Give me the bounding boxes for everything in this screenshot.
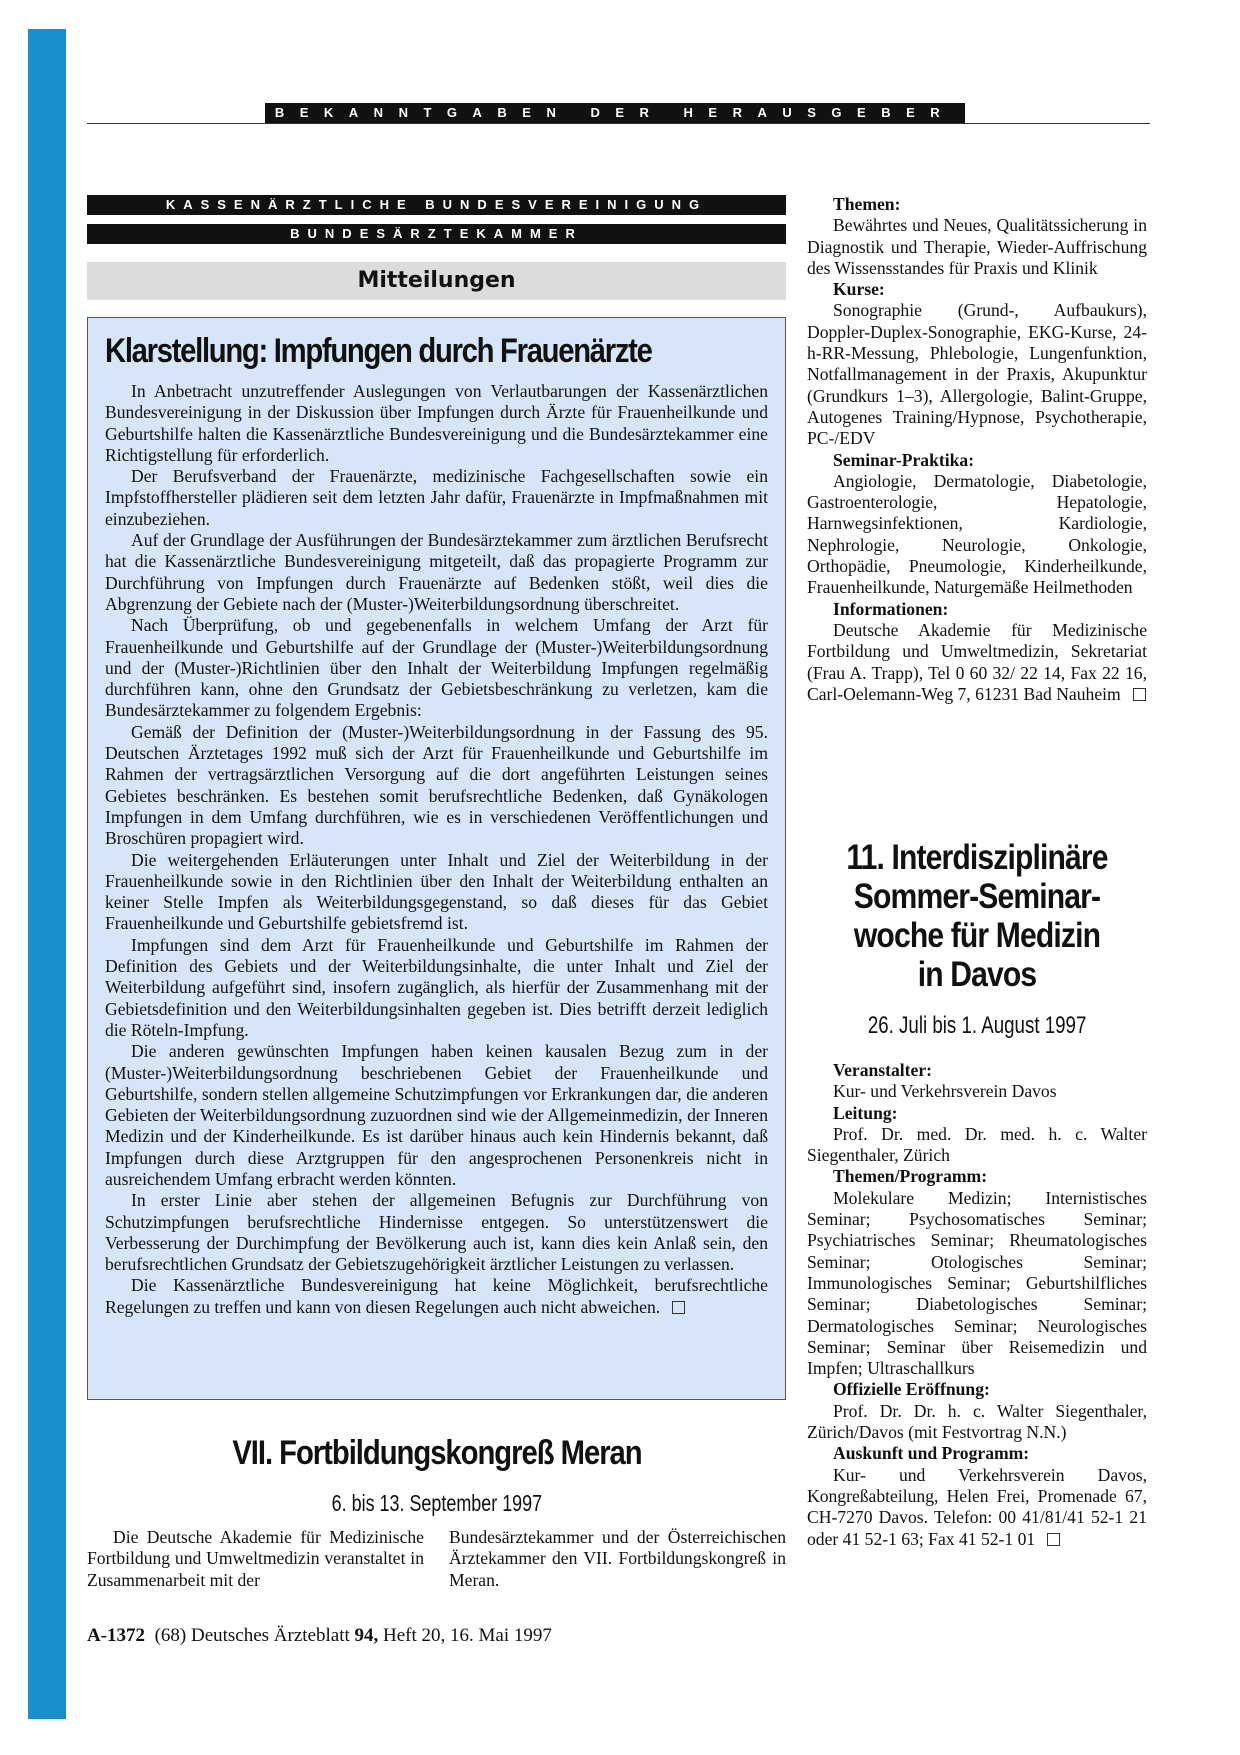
meran-title-text: VII. Fortbildungskongreß Meran	[231, 1434, 642, 1472]
auskunft-block	[807, 1465, 1147, 1550]
issue-info: Heft 20, 16. Mai 1997	[383, 1625, 552, 1646]
org-bar-kbv: KASSENÄRZTLICHE BUNDESVEREINIGUNG	[87, 195, 786, 215]
paragraph: Gemäß der Definition der (Muster-)Weiterbildungsordnung in der Fassung des 95. Deutschen Ärztetages 1992 muß sich der Arzt für Frauenheilkunde und Geburtshilfe im Rahmen der vertragsärztlichen Versorgung auf die dort angeführten Leistungen seines Gebietes beschränken. Es bestehen somit berufsrechtliche Bedenken, daß Gynäkologen Impfungen in dem Umfang durchführen, wie es in verschiedenen Veröffentlichungen und Broschüren propagiert wird.	[105, 721, 768, 849]
info-label: Informationen:	[833, 598, 949, 619]
meran-col1-text: Die Deutsche Akademie für Medizinische Fortbildung und Umweltmedizin veranstaltet in Zusammenarbeit mit der	[87, 1527, 424, 1590]
klarstellung-body	[105, 381, 768, 1318]
themen-label: Themen:	[833, 194, 901, 214]
davos-details	[807, 1060, 1147, 1550]
eroeffnung-label: Offizielle Eröffnung:	[833, 1379, 990, 1400]
meran-date-text: 6. bis 13. September 1997	[331, 1490, 542, 1516]
auskunft-label: Auskunft und Programm:	[833, 1443, 1030, 1464]
paragraph: Auf der Grundlage der Ausführungen der Bundesärztekammer zum ärztlichen Berufsrecht hat die Kassenärztliche Bundesvereinigung mitgeteilt, daß das propagierte Programm zur Durchführung von Impfungen durch Frauenärzte auf Bedenken stößt, weil dies die Abgrenzung der Gebiete nach der (Muster-)Weiterbildungsordnung überschreitet.	[105, 530, 768, 614]
info-text: Deutsche Akademie für Medizinische Fortbildung und Umweltmedizin, Sekretariat (Frau A. Trapp), Tel 0 60 32/ 22 14, Fax 22 16, Carl-Oelemann-Weg 7, 61231 Bad Nauheim	[807, 619, 1147, 704]
themen-text: Bewährtes und Neues, Qualitätssicherung in Diagnostik und Therapie, Wieder-Auffrischung des Wissensstandes für Praxis und Klinik	[807, 215, 1147, 278]
paragraph-last	[105, 1275, 768, 1318]
end-mark-icon	[1133, 688, 1146, 701]
org-bar-baek: BUNDESÄRZTEKAMMER	[87, 224, 786, 244]
paragraph: In Anbetracht unzutreffender Auslegungen von Verlautbarungen der Kassenärztlichen Bundesvereinigung in der Diskussion über Impfungen durch Ärzte für Frauenheilkunde und Geburtshilfe halten die Kassenärztliche Bundesvereinigung und die Bundesärztekammer eine Richtigstellung für erforderlich.	[105, 381, 768, 465]
veranstalter-label: Veranstalter:	[833, 1060, 933, 1080]
programm-label: Themen/Programm:	[833, 1166, 988, 1187]
kurse-text: Sonographie (Grund-, Aufbaukurs), Doppler-Duplex-Sonographie, EKG-Kurse, 24-h-RR-Messung, Phlebologie, Lungenfunktion, Notfallmanagement in der Praxis, Akupunktur (Grundkurs 1–3), Allergologie, Balint-Gruppe, Autogenes Training/Hypnose, Psychotherapie, PC-/EDV	[807, 300, 1147, 449]
paragraph: Der Berufsverband der Frauenärzte, medizinische Fachgesellschaften sowie ein Impfstoffhersteller plädieren seit dem letzten Jahr dafür, Frauenärzte in Impfmaßnahmen mit einzubeziehen.	[105, 466, 768, 529]
paragraph: In erster Linie aber stehen der allgemeinen Befugnis zur Durchführung von Schutzimpfungen berufsrechtliche Hindernisse entgegen. So unterstützenswert die Verbesserung der Durchimpfung der Bevölkerung auch ist, kann dies kein Anlaß sein, den berufsrechtlichen Grundsatz der Gebietszugehörigkeit ärztlicher Leistungen zu verlassen.	[105, 1190, 768, 1275]
mitteilungen-heading: Mitteilungen	[87, 262, 786, 300]
leitung-text: Prof. Dr. med. Dr. med. h. c. Walter Siegenthaler, Zürich	[807, 1123, 1147, 1166]
kurse-label: Kurse:	[833, 279, 885, 300]
blue-sidebar	[28, 29, 66, 1719]
veranstalter-text: Kur- und Verkehrsverein Davos	[833, 1081, 1057, 1102]
meran-column-2	[449, 1527, 786, 1591]
eroeffnung-text: Prof. Dr. Dr. h. c. Walter Siegenthaler, Zürich/Davos (mit Festvortrag N.N.)	[807, 1400, 1147, 1443]
end-mark-icon	[1047, 1533, 1060, 1546]
praktika-text: Angiologie, Dermatologie, Diabetologie, Gastroenterologie, Hepatologie, Harnwegsinfektionen, Kardiologie, Nephrologie, Neurologie, Onkologie, Orthopädie, Pneumologie, Kinderheilkunde, Frauenheilkunde, Naturgemäße Heilmethoden	[807, 470, 1147, 598]
klarstellung-box	[87, 317, 786, 1400]
meran-column-1	[87, 1527, 424, 1591]
auskunft-text: Kur- und Verkehrsverein Davos, Kongreßabteilung, Helen Frei, Promenade 67, CH-7270 Davos. Telefon: 00 41/81/41 52-1 21 oder 41 52-1 63; Fax 41 52-1 01	[807, 1464, 1147, 1549]
praktika-label: Seminar-Praktika:	[833, 449, 975, 470]
davos-title-line: Sommer-Seminar-	[853, 877, 1101, 916]
section-header: BEKANNTGABEN DER HERAUSGEBER	[265, 103, 965, 123]
volume-number: 94,	[354, 1625, 379, 1646]
header-rule	[87, 123, 1150, 124]
davos-title-line: 11. Interdisziplinäre	[846, 838, 1108, 877]
meran-title	[87, 1434, 786, 1473]
meran-date	[87, 1490, 786, 1517]
programm-text: Molekulare Medizin; Internistisches Seminar; Psychosomatisches Seminar; Psychiatrisches Seminar; Rheumatologisches Seminar; Otologisches Seminar; Immunologisches Seminar; Geburtshilfliches Seminar; Diabetologisches Seminar; Dermatologisches Seminar; Neurologisches Seminar; Seminar über Reisemedizin und Impfen; Ultraschallkurs	[807, 1187, 1147, 1379]
paragraph: Die weitergehenden Erläuterungen unter Inhalt und Ziel der Weiterbildung in der Frauenheilkunde sowie in den Richtlinien über den Inhalt der Weiterbildung enthalten an keiner Stelle Impfen als Weiterbildungsgegenstand, so daß dieses für das Gebiet Frauenheilkunde und Geburtshilfe gebietsfremd ist.	[105, 849, 768, 934]
paragraph-text: Die Kassenärztliche Bundesvereinigung hat keine Möglichkeit, berufsrechtliche Regelungen zu treffen und kann von diesen Regelungen auch nicht abweichen.	[105, 1275, 768, 1317]
davos-title-line: woche für Medizin	[853, 916, 1101, 955]
davos-title	[807, 838, 1147, 994]
meran-col2-text: Bundesärztekammer und der Österreichischen Ärztekammer den VII. Fortbildungskongreß in Meran.	[449, 1527, 786, 1590]
page-number: A-1372	[87, 1625, 146, 1646]
end-mark-icon	[672, 1301, 685, 1314]
leitung-label: Leitung:	[833, 1102, 898, 1123]
klarstellung-title: Klarstellung: Impfungen durch Frauenärzte	[105, 332, 652, 370]
paragraph: Die anderen gewünschten Impfungen haben keinen kausalen Bezug zum in der (Muster-)Weiterbildungsordnung beschriebenen Gebiet der Frauenheilkunde und Geburtshilfe, sondern stellen allgemeine Schutzimpfungen vor Erkrankungen dar, die anderen Gebieten der Weiterbildungsordnung zuzuordnen sind wie der Allgemeinmedizin, der Inneren Medizin und der Kinderheilkunde. Es ist darüber hinaus auch kein Hindernis bekannt, daß Impfungen durch diese Arztgruppen für den angesprochenen Personenkreis nicht in ausreichendem Umfang erbracht werden könnten.	[105, 1041, 768, 1189]
davos-date	[807, 1012, 1147, 1040]
davos-date-text: 26. Juli bis 1. August 1997	[867, 1012, 1087, 1039]
meran-details	[807, 194, 1147, 705]
davos-title-line: in Davos	[917, 955, 1037, 994]
info-block	[807, 620, 1147, 705]
journal-name: (68) Deutsches Ärzteblatt	[154, 1625, 350, 1646]
paragraph: Impfungen sind dem Arzt für Frauenheilkunde und Geburtshilfe im Rahmen der Definition des Gebiets und der Weiterbildungsinhalte, die unter Inhalt und Ziel der Weiterbildung aufgeführt sind, insofern zugänglich, als hierfür der Zusammenhang mit der Gebietsdefinition und den Weiterbildungsinhalten gegeben ist. Dies betrifft derzeit lediglich die Röteln-Impfung.	[105, 934, 768, 1040]
page-footer	[87, 1625, 552, 1647]
paragraph: Nach Überprüfung, ob und gegebenenfalls in welchem Umfang der Arzt für Frauenheilkunde und Geburtshilfe auf der Grundlage der (Muster-)Weiterbildungsordnung und der (Muster-)Richtlinien über den Inhalt der Weiterbildung Impfungen regelmäßig durchführen kann, ohne den Grundsatz der Gebietsbeschränkung zu verletzen, kam die Bundesärztekammer zu folgendem Ergebnis:	[105, 615, 768, 721]
